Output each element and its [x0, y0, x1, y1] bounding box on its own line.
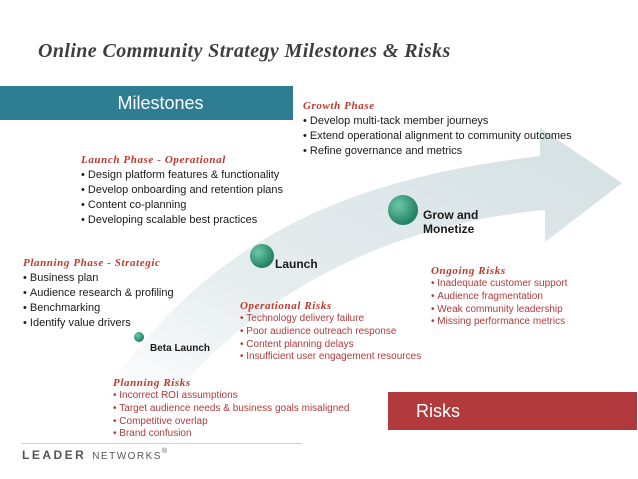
planning-phase-list [23, 271, 174, 331]
list-item: • Weak community leadership [431, 304, 567, 317]
list-item: • Inadequate customer support [431, 278, 567, 291]
leader-networks-logo [22, 448, 167, 462]
growth-phase-title: Growth Phase [303, 100, 375, 112]
stage-label-grow-line2: Monetize [423, 222, 475, 236]
list-item: • Design platform features & functionality [81, 168, 283, 183]
list-item: • Content co-planning [81, 198, 283, 213]
stage-label-launch: Launch [275, 257, 318, 271]
ongoing-risks-block [431, 265, 567, 329]
list-item: • Benchmarking [23, 301, 174, 316]
ongoing-risks-title: Ongoing Risks [431, 265, 506, 277]
page-title: Online Community Strategy Milestones & Risks [38, 40, 451, 62]
risks-banner [388, 392, 637, 430]
milestones-banner [0, 86, 293, 120]
stage-label-grow [423, 208, 478, 236]
planning-phase-block [23, 257, 174, 331]
list-item: • Missing performance metrics [431, 316, 567, 329]
operational-risks-block [240, 300, 421, 364]
beta-launch-node [134, 332, 144, 342]
logo-registered-mark: ® [161, 448, 168, 455]
list-item: • Target audience needs & business goals misaligned [113, 403, 349, 416]
stage-label-beta: Beta Launch [150, 343, 211, 354]
list-item: • Develop onboarding and retention plans [81, 183, 283, 198]
list-item: • Audience fragmentation [431, 291, 567, 304]
planning-risks-block [113, 377, 349, 441]
list-item: • Developing scalable best practices [81, 213, 283, 228]
launch-phase-title: Launch Phase - Operational [81, 154, 226, 166]
grow-node [388, 195, 418, 225]
list-item: • Incorrect ROI assumptions [113, 390, 349, 403]
list-item: • Extend operational alignment to community outcomes [303, 129, 572, 144]
planning-phase-title: Planning Phase - Strategic [23, 257, 161, 269]
milestones-banner-label: Milestones [117, 92, 204, 113]
list-item: • Develop multi-tack member journeys [303, 114, 572, 129]
launch-node [250, 244, 274, 268]
planning-risks-title: Planning Risks [113, 377, 191, 389]
stage-label-grow-line1: Grow and [423, 208, 479, 222]
list-item: • Audience research & profiling [23, 286, 174, 301]
planning-risks-list [113, 390, 349, 441]
list-item: • Poor audience outreach response [240, 326, 421, 339]
list-item: • Competitive overlap [113, 416, 349, 429]
ongoing-risks-list [431, 278, 567, 329]
list-item: • Brand confusion [113, 428, 349, 441]
list-item: • Insufficient user engagement resources [240, 351, 421, 364]
list-item: • Content planning delays [240, 339, 421, 352]
growth-phase-block [303, 100, 572, 159]
risks-banner-label: Risks [416, 400, 460, 421]
growth-phase-list [303, 114, 572, 159]
footer-divider [22, 443, 302, 444]
logo-text-networks: NETWORKS [92, 451, 162, 462]
list-item: • Identify value drivers [23, 316, 174, 331]
list-item: • Business plan [23, 271, 174, 286]
list-item: • Technology delivery failure [240, 313, 421, 326]
launch-phase-block [81, 154, 283, 228]
list-item: • Refine governance and metrics [303, 144, 572, 159]
logo-text-leader: LEADER [22, 448, 87, 462]
operational-risks-list [240, 313, 421, 364]
launch-phase-list [81, 168, 283, 228]
operational-risks-title: Operational Risks [240, 300, 332, 312]
